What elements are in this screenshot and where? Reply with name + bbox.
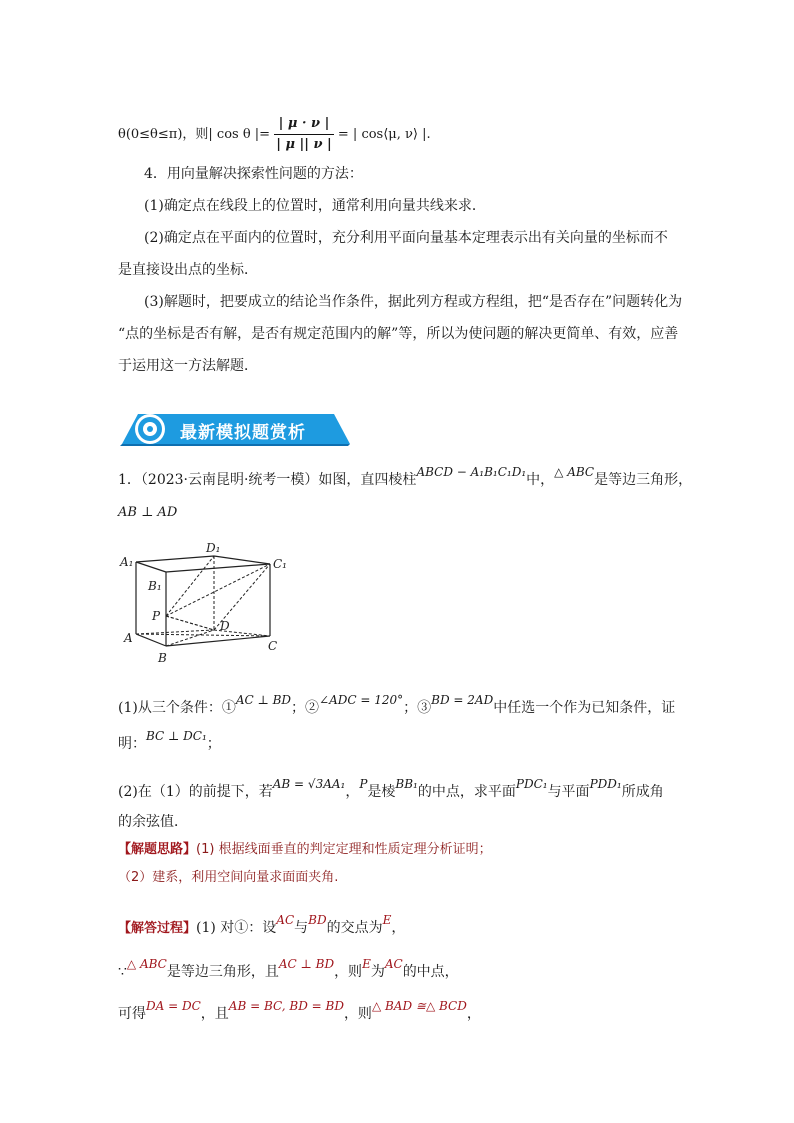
question-1 [118, 693, 676, 718]
text: ，则 [343, 1006, 372, 1022]
math: △ BAD ≅△ BCD [371, 999, 467, 1013]
text: 是等边三角形， [594, 472, 693, 488]
problem-statement [118, 465, 693, 490]
text: 明： [118, 736, 146, 752]
solution-process-3 [118, 999, 481, 1024]
text: 中， [526, 472, 555, 488]
text: (1) 对①：设 [196, 920, 277, 936]
math: BD [308, 913, 327, 927]
math: AB = √3AA₁ [272, 777, 346, 791]
label-B1: B₁ [148, 579, 162, 593]
text: ； [206, 736, 221, 752]
math: △ ABC [554, 465, 595, 479]
text: 1．（2023·云南昆明·统考一模）如图，直四棱柱 [118, 472, 417, 488]
text: 中任选一个作为已知条件，证 [493, 700, 676, 716]
formula-line [118, 114, 431, 155]
text: 与平面 [547, 784, 590, 800]
math: P [359, 777, 368, 791]
text: ，则 [334, 964, 363, 980]
text: ∵ [118, 964, 127, 980]
math: ABCD − A₁B₁C₁D₁ [416, 465, 527, 479]
solution-process-1 [118, 913, 406, 939]
text: ；③ [403, 700, 432, 716]
text: 为 [370, 964, 385, 980]
text: (1) 根据线面垂直的判定定理和性质定理分析证明； [196, 842, 492, 857]
section-banner [118, 412, 350, 446]
idea-tag: 【解题思路】 [118, 842, 197, 857]
paragraph: “点的坐标是否有解，是否有规定范围内的解”等，所以为使问题的解决更简单、有效，应善 [118, 326, 679, 342]
text: ， [345, 784, 360, 800]
label-B: B [158, 651, 167, 665]
formula-suffix: = | cos⟨μ, ν⟩ |. [337, 127, 431, 142]
math: AB = BC, BD = BD [228, 999, 344, 1013]
prism-figure [118, 538, 298, 668]
label-C: C [268, 639, 278, 653]
math: DA = DC [146, 999, 201, 1013]
solution-idea [118, 840, 492, 860]
formula-prefix: θ(0≤θ≤π)，则| cos θ |= [118, 127, 271, 142]
math: BC ⊥ DC₁ [146, 729, 207, 743]
paragraph: 是直接设出点的坐标． [118, 262, 258, 278]
math: △ ABC [126, 957, 167, 971]
question-2 [118, 777, 664, 802]
math: E [362, 957, 371, 971]
text: 的交点为 [326, 920, 383, 936]
text: 是等边三角形，且 [166, 964, 279, 980]
solution-process-2 [118, 957, 459, 982]
text: ；② [291, 700, 320, 716]
math: E [382, 913, 392, 927]
paragraph: (1)确定点在线段上的位置时，通常利用向量共线来求． [144, 198, 486, 214]
text: ， [466, 1006, 481, 1022]
label-D: D [220, 619, 230, 633]
paragraph: (3)解题时，把要成立的结论当作条件，据此列方程或方程组，把“是否存在”问题转化为 [144, 294, 683, 310]
formula-fraction [274, 114, 334, 155]
math: AC [384, 957, 403, 971]
text: 所成角 [621, 784, 664, 800]
text: ，且 [200, 1006, 229, 1022]
math: AB ⊥ AD [118, 505, 178, 520]
math: AC [276, 913, 295, 927]
text: 可得 [118, 1006, 146, 1022]
math: BB₁ [395, 777, 418, 791]
text: 是棱 [367, 784, 396, 800]
text: 的中点，求平面 [417, 784, 516, 800]
fraction-denominator: | μ || ν | [276, 137, 332, 152]
math: PDD₁ [589, 777, 622, 791]
label-D1: D₁ [206, 541, 221, 555]
text: (2)在（1）的前提下，若 [118, 784, 273, 800]
paragraph: 于运用这一方法解题． [118, 358, 258, 374]
math: AC ⊥ BD [278, 957, 335, 971]
math: AC ⊥ BD [235, 693, 292, 707]
label-A1: A₁ [120, 555, 134, 569]
label-P: P [152, 609, 161, 623]
banner-title: 最新模拟题赏析 [180, 423, 306, 443]
text: 的中点， [402, 964, 459, 980]
label-C1: C₁ [273, 557, 287, 571]
paragraph: (2)确定点在平面内的位置时，充分利用平面向量基本定理表示出有关向量的坐标而不 [144, 230, 668, 246]
text: ， [391, 920, 406, 936]
question-2-cont: 的余弦值． [118, 814, 188, 830]
label-A: A [124, 631, 133, 645]
math: ∠ADC = 120° [319, 693, 404, 707]
text: (1)从三个条件：① [118, 700, 236, 716]
fraction-numerator: | μ · ν | [274, 114, 334, 135]
question-1-cont [118, 729, 221, 754]
math: BD = 2AD [431, 693, 494, 707]
problem-condition [118, 502, 177, 523]
section-title: 4．用向量解决探索性问题的方法： [144, 166, 363, 182]
solution-idea-2: （2）建系，利用空间向量求面面夹角. [118, 870, 339, 885]
math: PDC₁ [515, 777, 548, 791]
text: 与 [294, 920, 309, 936]
proc-tag: 【解答过程】 [118, 921, 197, 936]
